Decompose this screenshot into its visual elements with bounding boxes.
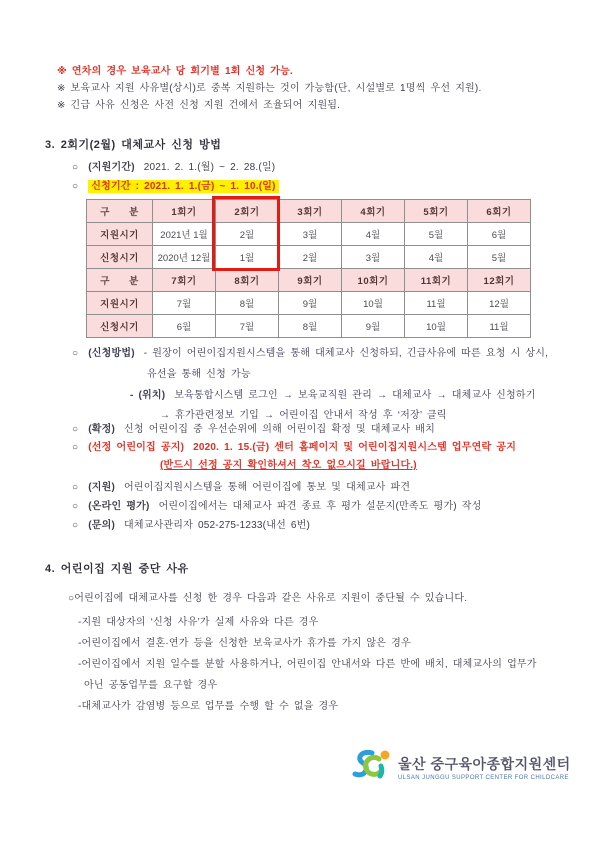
location-label: - (위치) <box>130 390 166 401</box>
section3-title: 3. 2회기(2월) 대체교사 신청 방법 <box>45 139 222 151</box>
table-cell: 7월 <box>216 315 279 338</box>
location-path: 보육통합시스템 로그인 → 보육교직원 관리 → 대체교사 → 대체교사 신청하기 <box>174 390 536 401</box>
notice-warning: (반드시 선정 공지 확인하셔서 착오 없으시길 바랍니다.) <box>160 460 417 471</box>
col-header: 6회기 <box>468 200 531 223</box>
notice-text: 2020. 1. 15.(금) 센터 홈페이지 및 어린이집지원시스템 업무연락 공지 <box>193 442 517 453</box>
notice-label: (선정 어린이집 공지) <box>88 442 185 453</box>
table-cell: 4월 <box>405 246 468 269</box>
method-line2: 유선을 통해 신청 가능 <box>147 369 251 380</box>
table-row <box>87 292 531 315</box>
table-cell: 12월 <box>468 292 531 315</box>
table-cell: 2월 <box>279 246 342 269</box>
method-location-line <box>130 386 536 401</box>
session-schedule-table <box>86 199 531 338</box>
dispatch-line <box>72 478 410 493</box>
table-row <box>87 246 531 269</box>
org-footer-text <box>398 754 571 781</box>
circle-bullet-icon: ○ <box>72 181 79 192</box>
table-cell: 9월 <box>279 292 342 315</box>
circle-bullet-icon: ○ <box>72 520 79 531</box>
section4-title: 4. 어린이집 지원 중단 사유 <box>45 563 189 575</box>
table-cell: 5월 <box>468 246 531 269</box>
suspend-item-2: -어린이집에서 결혼·연가 등을 신청한 보육교사가 휴가를 가지 않은 경우 <box>78 638 411 649</box>
suspend-item-4: -대체교사가 감염병 등으로 업무를 수행 할 수 없을 경우 <box>78 701 339 712</box>
method-line4: → 휴가관련정보 기입 → 어린이집 안내서 작성 후 ‘저장’ 클릭 <box>160 410 447 421</box>
corner-header: 구 분 <box>87 269 153 292</box>
circle-bullet-icon: ○ <box>72 442 79 453</box>
col-header: 5회기 <box>405 200 468 223</box>
col-header: 2회기 <box>216 200 279 223</box>
suspend-item-3-cont: 아닌 공동업무를 요구할 경우 <box>84 680 218 691</box>
table-cell: 3월 <box>279 223 342 246</box>
table-row <box>87 269 531 292</box>
table-cell: 11월 <box>468 315 531 338</box>
circle-bullet-icon: ○ <box>72 482 79 493</box>
col-header: 10회기 <box>342 269 405 292</box>
table-cell: 7월 <box>153 292 216 315</box>
apply-period-highlight: 신청기간 : 2021. 1. 1.(금) ~ 1. 10.(일) <box>88 180 278 193</box>
table-row <box>87 223 531 246</box>
table-cell: 10월 <box>405 315 468 338</box>
circle-bullet-icon: ○ <box>72 348 79 359</box>
org-footer <box>348 746 573 788</box>
table-cell: 8월 <box>279 315 342 338</box>
corner-header: 구 분 <box>87 200 153 223</box>
table-cell: 2021년 1월 <box>153 223 216 246</box>
table-cell: 6월 <box>468 223 531 246</box>
circle-bullet-icon: ○ <box>72 162 79 173</box>
contact-line <box>72 516 310 531</box>
org-name: 울산 중구육아종합지원센터 <box>398 755 571 772</box>
col-header: 3회기 <box>279 200 342 223</box>
col-header: 9회기 <box>279 269 342 292</box>
table-cell: 4월 <box>342 223 405 246</box>
method-label: (신청방법) <box>88 348 135 359</box>
row-label: 신청시기 <box>87 315 153 338</box>
table-row <box>87 200 531 223</box>
org-logo-icon <box>348 746 392 788</box>
notice-line <box>72 438 516 453</box>
note-urgent-reason: ※ 긴급 사유 신청은 사전 신청 지원 건에서 조율되어 지원됨. <box>57 100 341 111</box>
support-period-value: 2021. 2. 1.(월) ~ 2. 28.(일) <box>143 162 276 173</box>
col-header: 7회기 <box>153 269 216 292</box>
evaluation-label: (온라인 평가) <box>88 501 150 512</box>
confirm-text: 신청 어린이집 중 우선순위에 의해 어린이집 확정 및 대체교사 배치 <box>124 424 436 435</box>
org-name-en: ULSAN JUNGGU SUPPORT CENTER FOR CHILDCARE <box>398 774 569 781</box>
row-label: 신청시기 <box>87 246 153 269</box>
support-period-line <box>72 158 275 173</box>
row-label: 지원시기 <box>87 223 153 246</box>
confirm-line <box>72 420 435 435</box>
method-line1 <box>72 344 548 359</box>
table-cell: 6월 <box>153 315 216 338</box>
row-label: 지원시기 <box>87 292 153 315</box>
table-cell: 5월 <box>405 223 468 246</box>
table-row <box>87 315 531 338</box>
table-cell: 3월 <box>342 246 405 269</box>
evaluation-line <box>72 497 482 512</box>
evaluation-text: 어린이집에서는 대체교사 파견 종료 후 평가 설문지(만족도 평가) 작성 <box>158 501 482 512</box>
table-cell: 8월 <box>216 292 279 315</box>
col-header: 4회기 <box>342 200 405 223</box>
table-cell: 10월 <box>342 292 405 315</box>
method-text1: - 원장이 어린이집지원시스템을 통해 대체교사 신청하되, 긴급사유에 따른 요청 시 상시, <box>143 348 549 359</box>
confirm-label: (확정) <box>88 424 116 435</box>
support-period-label: (지원기간) <box>88 162 135 173</box>
circle-bullet-icon: ○ <box>72 424 79 435</box>
apply-period-line <box>72 177 279 192</box>
col-header: 11회기 <box>405 269 468 292</box>
col-header: 1회기 <box>153 200 216 223</box>
circle-bullet-icon: ○ <box>72 501 79 512</box>
table-cell: 11월 <box>405 292 468 315</box>
section4-intro: ○어린이집에 대체교사를 신청 한 경우 다음과 같은 사유로 지원이 중단될 수 있습니다. <box>68 593 468 604</box>
suspend-item-1: -지원 대상자의 ‘신청 사유’가 실제 사유와 다른 경우 <box>78 617 319 628</box>
table-cell: 9월 <box>342 315 405 338</box>
note-duplicate-apply: ※ 보육교사 지원 사유별(상시)로 중복 지원하는 것이 가능함(단, 시설별로 1명씩 우선 지원). <box>57 83 482 94</box>
table-cell: 2020년 12월 <box>153 246 216 269</box>
contact-text: 대체교사관리자 052-275-1233(내선 6번) <box>124 520 311 531</box>
table-cell: 1월 <box>216 246 279 269</box>
dispatch-label: (지원) <box>88 482 116 493</box>
col-header: 8회기 <box>216 269 279 292</box>
table-cell: 2월 <box>216 223 279 246</box>
note-annual-leave: ※ 연차의 경우 보육교사 당 회기별 1회 신청 가능. <box>57 66 293 77</box>
suspend-item-3: -어린이집에서 지원 일수를 분할 사용하거나, 어린이집 안내서와 다른 반에 배치, 대체교사의 업무가 <box>78 659 537 670</box>
contact-label: (문의) <box>88 520 116 531</box>
col-header: 12회기 <box>468 269 531 292</box>
dispatch-text: 어린이집지원시스템을 통해 어린이집에 통보 및 대체교사 파견 <box>124 482 411 493</box>
